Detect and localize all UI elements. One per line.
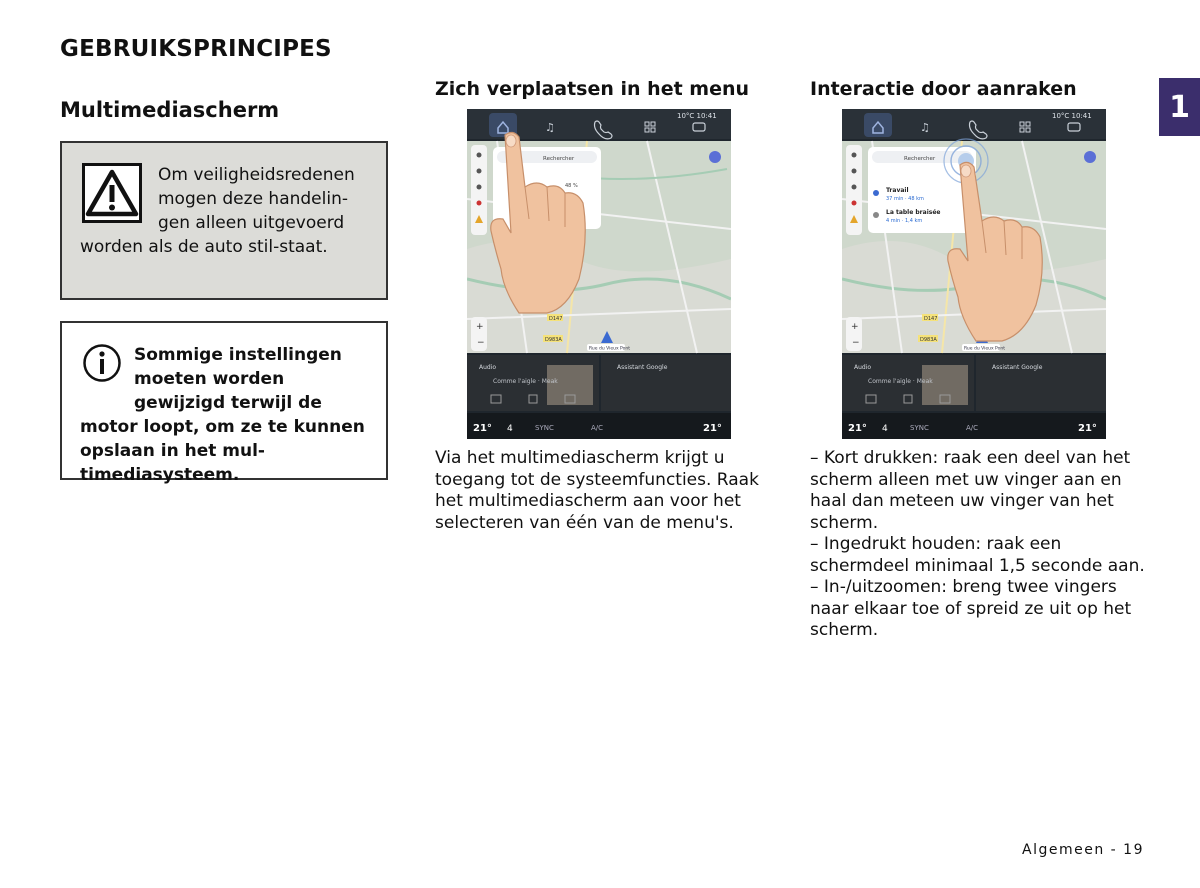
svg-text:Rue du Vieux Pont: Rue du Vieux Pont — [589, 346, 630, 352]
volume-icon — [477, 185, 482, 190]
mic-icon — [852, 153, 857, 158]
music-icon: ♫ — [545, 121, 555, 134]
svg-text:Comme l'aigle · Meak: Comme l'aigle · Meak — [868, 378, 933, 385]
volume-icon — [852, 185, 857, 190]
music-icon: ♫ — [920, 121, 930, 134]
section-title: GEBRUIKSPRINCIPES — [60, 36, 332, 62]
svg-text:Comme l'aigle · Meak: Comme l'aigle · Meak — [493, 378, 558, 385]
mic-icon — [477, 153, 482, 158]
info-text: Sommige instellingen moeten worden gewijzigd terwijl de motor loopt, om ze te kunnen opslaan in het mul-timediasysteem. — [80, 345, 365, 485]
touch-interaction-title: Interactie door aanraken — [810, 78, 1077, 100]
svg-text:D147: D147 — [924, 316, 938, 322]
svg-text:Rechercher: Rechercher — [904, 156, 936, 162]
touch-item-short-press: – Kort drukken: raak een deel van het scherm alleen met uw vinger aan en haal dan meteen uw vinger van het scherm. — [810, 448, 1131, 533]
svg-text:SYNC: SYNC — [535, 424, 554, 432]
svg-text:Assistant Google: Assistant Google — [992, 364, 1043, 371]
chapter-tab: 1 — [1159, 78, 1200, 136]
touch-item-long-press: – Ingedrukt houden: raak een schermdeel minimaal 1,5 seconde aan. — [810, 534, 1145, 576]
zoom-in-icon: + — [851, 322, 859, 332]
zoom-in-icon: + — [476, 322, 484, 332]
settings-icon — [477, 169, 482, 174]
warning-box — [60, 141, 388, 300]
svg-text:21°: 21° — [1078, 423, 1097, 434]
multimedia-title: Multimediascherm — [60, 98, 280, 122]
svg-text:La table braisée: La table braisée — [886, 209, 941, 216]
svg-text:Audio: Audio — [479, 364, 497, 371]
multimedia-screen-touch-illustration — [842, 109, 1106, 439]
compass-icon — [852, 201, 857, 206]
info-box — [60, 321, 388, 485]
compass-icon — [477, 201, 482, 206]
svg-text:4: 4 — [507, 424, 513, 434]
svg-text:D147: D147 — [549, 316, 563, 322]
touch-item-zoom: – In-/uitzoomen: breng twee vingers naar elkaar toe of spreid ze uit op het scherm. — [810, 577, 1132, 640]
warning-text: Om veiligheidsredenen mogen deze handelin-gen alleen uitgevoerd worden als de auto stil-staat. — [80, 165, 355, 257]
svg-text:Travail: Travail — [886, 187, 909, 194]
svg-text:D983A: D983A — [545, 337, 562, 343]
svg-text:21°: 21° — [473, 423, 492, 434]
svg-text:4 min · 1,4 km: 4 min · 1,4 km — [886, 218, 923, 224]
svg-text:21°: 21° — [703, 423, 722, 434]
multimedia-screen-menu-illustration — [467, 109, 731, 439]
svg-text:4: 4 — [882, 424, 888, 434]
settings-icon — [852, 169, 857, 174]
svg-text:A/C: A/C — [966, 424, 979, 432]
svg-text:21°: 21° — [848, 423, 867, 434]
svg-text:Assistant Google: Assistant Google — [617, 364, 668, 371]
svg-text:Audio: Audio — [854, 364, 872, 371]
touch-interaction-list — [810, 448, 1145, 642]
svg-text:SYNC: SYNC — [910, 424, 929, 432]
status-temp-time: 10°C 10:41 — [1052, 112, 1092, 120]
svg-text:37 min · 48 km: 37 min · 48 km — [886, 196, 924, 202]
page-footer: Algemeen - 19 — [1022, 842, 1144, 858]
status-temp-time: 10°C 10:41 — [677, 112, 717, 120]
svg-text:D983A: D983A — [920, 337, 937, 343]
zoom-out-icon: − — [852, 338, 860, 348]
menu-navigation-text: Via het multimediascherm krijgt u toegang tot de systeemfuncties. Raak het multimediascherm aan voor het selecteren van één van de menu's. — [435, 448, 759, 533]
svg-text:A/C: A/C — [591, 424, 604, 432]
menu-navigation-title: Zich verplaatsen in het menu — [435, 78, 750, 100]
svg-text:Rechercher: Rechercher — [543, 156, 575, 162]
svg-text:Rue du Vieux Pont: Rue du Vieux Pont — [964, 346, 1005, 352]
svg-text:48 %: 48 % — [565, 183, 578, 189]
zoom-out-icon: − — [477, 338, 485, 348]
